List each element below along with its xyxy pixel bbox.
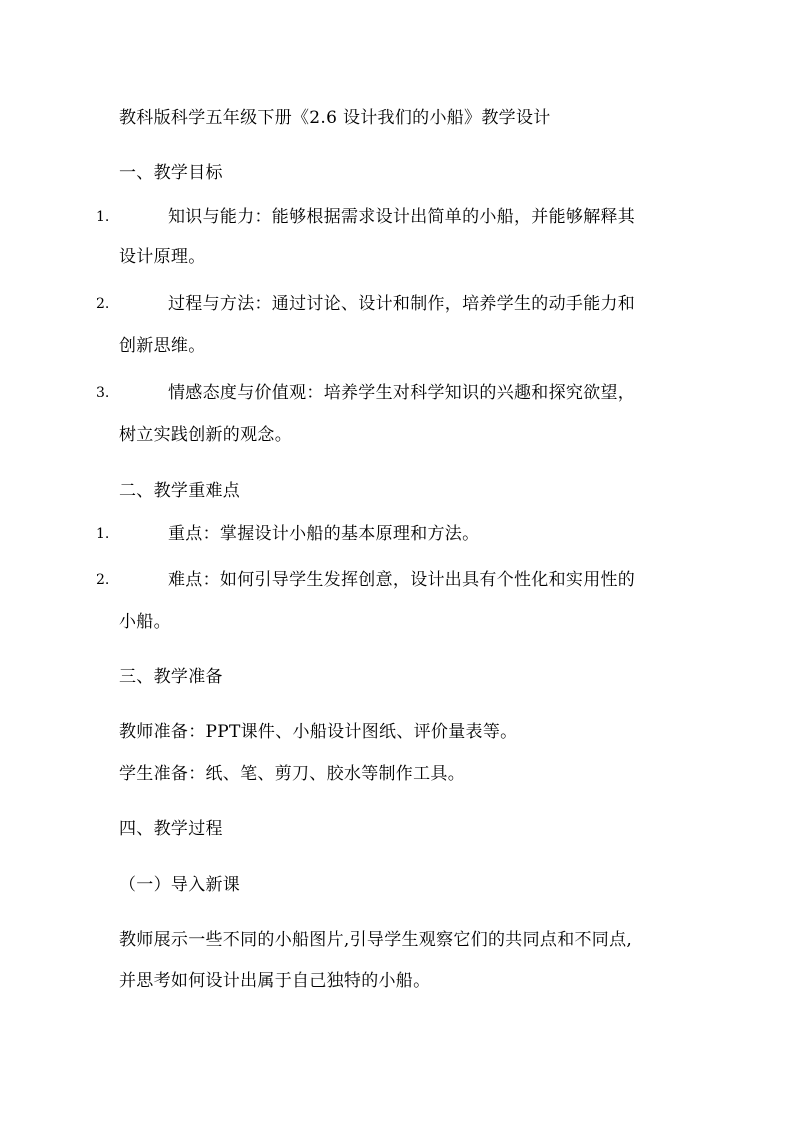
list-number: 2. <box>96 572 110 588</box>
list-item-text: 难点：如何引导学生发挥创意，设计出具有个性化和实用性的 <box>168 570 636 590</box>
list-item-text-continued: 创新思维。 <box>119 336 206 356</box>
list-number: 1. <box>96 209 110 225</box>
paragraph-line: 并思考如何设计出属于自己独特的小船。 <box>119 971 431 991</box>
list-item-text-continued: 小船。 <box>119 612 171 632</box>
list-item-text: 知识与能力：能够根据需求设计出简单的小船，并能够解释其 <box>168 207 636 227</box>
section-heading-preparation: 三、教学准备 <box>119 667 223 687</box>
student-preparation: 学生准备：纸、笔、剪刀、胶水等制作工具。 <box>119 764 465 784</box>
list-number: 1. <box>96 526 110 542</box>
subsection-heading-intro: （一）导入新课 <box>119 875 241 895</box>
list-item-text-continued: 树立实践创新的观念。 <box>119 425 292 445</box>
list-item-text: 重点：掌握设计小船的基本原理和方法。 <box>168 524 480 544</box>
section-heading-process: 四、教学过程 <box>119 819 223 839</box>
list-number: 3. <box>96 385 110 401</box>
list-item-text: 情感态度与价值观：培养学生对科学知识的兴趣和探究欲望， <box>168 383 636 403</box>
section-heading-objectives: 一、教学目标 <box>119 163 223 183</box>
list-item-text: 过程与方法：通过讨论、设计和制作，培养学生的动手能力和 <box>168 294 636 314</box>
paragraph-line: 教师展示一些不同的小船图片,引导学生观察它们的共同点和不同点, <box>119 930 633 950</box>
list-number: 2. <box>96 296 110 312</box>
teacher-preparation: 教师准备：PPT课件、小船设计图纸、评价量表等。 <box>119 722 518 742</box>
list-item-text-continued: 设计原理。 <box>119 247 206 267</box>
section-heading-key-points: 二、教学重难点 <box>119 481 241 501</box>
document-title: 教科版科学五年级下册《2.6 设计我们的小船》教学设计 <box>119 108 551 128</box>
